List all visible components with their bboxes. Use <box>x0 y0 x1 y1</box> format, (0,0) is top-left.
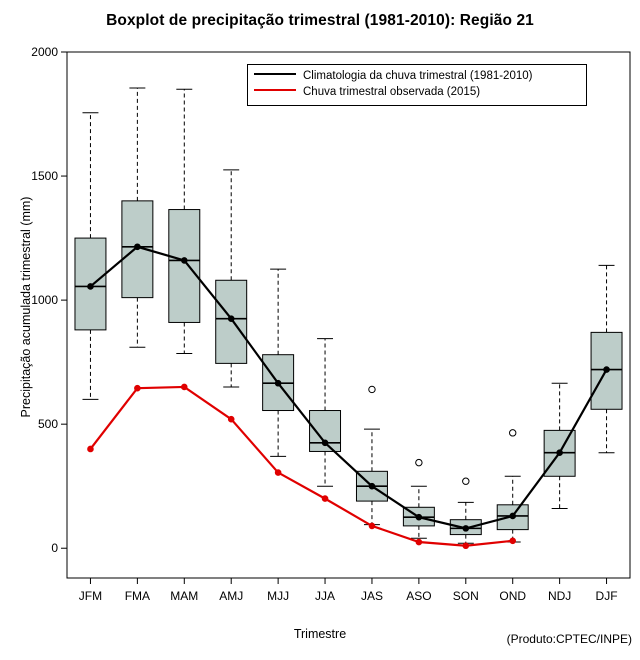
svg-text:JJA: JJA <box>315 589 336 603</box>
chart-title: Boxplot de precipitação trimestral (1981-2010): Região 21 <box>106 12 534 29</box>
legend-item-climatology <box>254 70 532 84</box>
legend-label-climatology: Climatologia da chuva trimestral (1981-2010) <box>303 70 533 82</box>
svg-text:JAS: JAS <box>360 589 383 603</box>
svg-text:SON: SON <box>452 589 479 603</box>
svg-text:1000: 1000 <box>31 293 58 308</box>
x-axis-label: Trimestre <box>293 627 347 641</box>
svg-text:0: 0 <box>51 541 58 556</box>
svg-text:ASO: ASO <box>406 589 432 603</box>
credit-text: (Produto:CPTEC/INPE) <box>506 632 632 646</box>
legend-swatch-climatology <box>254 73 296 75</box>
legend-item-observed <box>254 86 480 100</box>
svg-text:500: 500 <box>37 417 58 432</box>
svg-text:2000: 2000 <box>31 45 58 59</box>
svg-text:MJJ: MJJ <box>267 589 290 603</box>
svg-text:JFM: JFM <box>78 589 103 603</box>
svg-text:AMJ: AMJ <box>219 589 244 603</box>
svg-text:NDJ: NDJ <box>547 589 572 603</box>
svg-text:FMA: FMA <box>124 589 151 603</box>
svg-text:1500: 1500 <box>31 169 58 184</box>
y-axis-label: Precipitação acumulada trimestral (mm) <box>19 196 33 418</box>
legend <box>247 64 587 106</box>
legend-label-observed: Chuva trimestral observada (2015) <box>303 86 481 98</box>
svg-text:DJF: DJF <box>595 589 618 603</box>
svg-text:OND: OND <box>499 589 527 603</box>
svg-text:MAM: MAM <box>170 589 199 603</box>
legend-swatch-observed <box>254 89 296 91</box>
